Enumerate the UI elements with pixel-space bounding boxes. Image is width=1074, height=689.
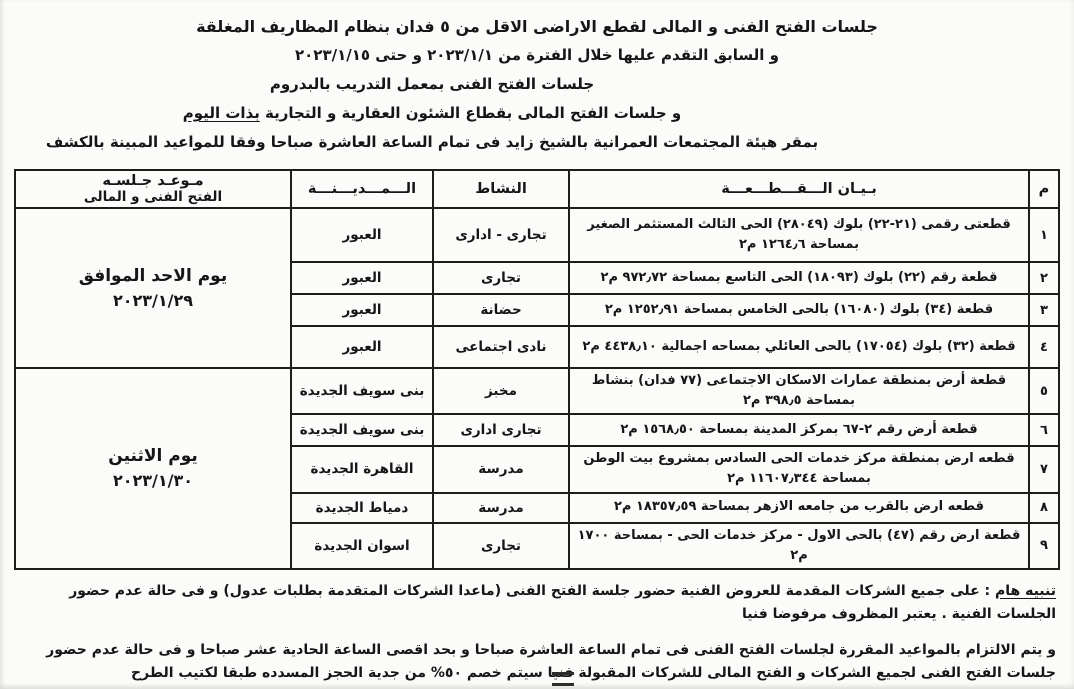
cell-city: بنى سويف الجديدة xyxy=(291,414,433,446)
cell-activity: تجارى ادارى xyxy=(433,414,569,446)
cell-activity: نادى اجتماعى xyxy=(433,326,569,368)
cell-activity: تجارى - ادارى xyxy=(433,208,569,262)
header-line-3: جلسات الفتح الفنى بمعمل التدريب بالبدروم xyxy=(269,75,595,93)
table-row xyxy=(15,208,1059,262)
session-date-group-sunday xyxy=(15,208,291,368)
cell-num: ٨ xyxy=(1029,493,1059,523)
col-header-num: م xyxy=(1029,170,1059,208)
header-line-5: بمقر هيئة المجتمعات العمرانية بالشيخ زايد فى تمام الساعة العاشرة صباحا وفقا للمواعيد المبينة بالكشف xyxy=(45,133,819,151)
commitment-note: و يتم الالتزام بالمواعيد المقررة لجلسات الفتح الفنى فى تمام الساعة العاشرة صباحا و بحد اقصى الساعة الحادية عشر صباحا و فى حالة عدم حضور جلسات الفتح الفنى لجميع الشركات و الفتح المالى للشركات المقبولة فنيا سيتم خصم ٥٠% من جدية الحجز المسدده طبقا لكتيب الطرح xyxy=(46,641,1056,681)
cell-plot: قطعة أرض بمنطقة عمارات الاسكان الاجتماعى (٧٧ فدان) بنشاط بمساحة ٣٩٨٫٥ م٢ xyxy=(569,368,1029,414)
cell-plot: قطعة رقم (٢٢) بلوك (١٨٠٩٣) الحى التاسع بمساحة ٩٧٢٫٧٢ م٢ xyxy=(569,262,1029,294)
cell-plot: قطعتى رقمى (٢١-٢٢) بلوك (٢٨٠٤٩) الحى الثالث المستثمر الصغير بمساحة ١٢٦٤٫٦ م٢ xyxy=(569,208,1029,262)
table-row xyxy=(15,368,1059,414)
col-header-session-date-line2: الفتح الفنى و المالى xyxy=(83,189,223,205)
session-date-group-monday xyxy=(15,368,291,569)
cell-plot: قطعة أرض رقم ٢-٦٧ بمركز المدينة بمساحة ١٥٦٨٫٥٠ م٢ xyxy=(569,414,1029,446)
header-line-4-text: و جلسات الفتح المالى بقطاع الشئون العقارية و التجارية xyxy=(259,104,682,122)
cell-num: ٤ xyxy=(1029,326,1059,368)
cell-num: ٣ xyxy=(1029,294,1059,326)
cell-plot: قطعة ارض رقم (٤٧) بالحى الاول - مركز خدمات الحى - بمساحة ١٧٠٠ م٢ xyxy=(569,523,1029,569)
important-note-label: تنبيه هام xyxy=(995,582,1056,599)
header-line-4 xyxy=(0,99,969,128)
cell-num: ٩ xyxy=(1029,523,1059,569)
col-header-session-date xyxy=(15,170,291,208)
col-header-city: الـــمـــديـــنـــة xyxy=(291,170,433,208)
sessions-table xyxy=(14,169,1060,570)
cell-num: ٦ xyxy=(1029,414,1059,446)
cell-city: العبور xyxy=(291,294,433,326)
cell-activity: مدرسة xyxy=(433,493,569,523)
cell-city: العبور xyxy=(291,262,433,294)
important-note xyxy=(18,580,1056,626)
cell-num: ٧ xyxy=(1029,446,1059,492)
cell-city: اسوان الجديدة xyxy=(291,523,433,569)
col-header-session-date-line1: مـوعـد جـلسـه xyxy=(102,173,204,189)
cell-city: العبور xyxy=(291,208,433,262)
cell-activity: تجارى xyxy=(433,523,569,569)
document-footer xyxy=(0,570,1074,685)
scan-artifact xyxy=(552,672,574,686)
cell-activity: حضانة xyxy=(433,294,569,326)
cell-plot: قطعه ارض بالقرب من جامعه الازهر بمساحة ١٨٣٥٧٫٥٩ م٢ xyxy=(569,493,1029,523)
session-date-day: يوم الاحد الموافق xyxy=(78,266,228,286)
important-note-text: : على جميع الشركات المقدمة للعروض الفنية حضور جلسة الفتح الفنى (ماعدا الشركات المتقدمة بطلبات عدول) و فى حالة عدم حضور الجلسات الفنية . يعتبر المظروف مرفوضا فنيا xyxy=(69,582,1056,622)
session-date-value: ٢٠٢٣/١/٢٩ xyxy=(112,291,194,310)
session-date-day: يوم الاثنين xyxy=(108,446,198,467)
header-subblock xyxy=(0,70,969,157)
document-header xyxy=(0,0,1074,157)
cell-activity: مخبز xyxy=(433,368,569,414)
cell-city: العبور xyxy=(291,326,433,368)
col-header-plot: بـيـان الـــقـــطـــعـــة xyxy=(569,170,1029,208)
header-line-1: جلسات الفتح الفنى و المالى لقطع الاراضى الاقل من ٥ فدان بنظام المظاريف المغلقة xyxy=(196,17,878,36)
header-line-4-underlined: بذات اليوم xyxy=(182,104,260,122)
cell-plot: قطعة (٣٢) بلوك (١٧٠٥٤) بالحى العائلي بمساحه اجمالية ٤٤٣٨٫١٠ م٢ xyxy=(569,326,1029,368)
cell-city: بنى سويف الجديدة xyxy=(291,368,433,414)
cell-num: ٥ xyxy=(1029,368,1059,414)
cell-plot: قطعة (٣٤) بلوك (١٦٠٨٠) بالحى الخامس بمساحة ١٢٥٢٫٩١ م٢ xyxy=(569,294,1029,326)
table-header-row xyxy=(15,170,1059,208)
cell-num: ١ xyxy=(1029,208,1059,262)
col-header-activity: النشاط xyxy=(433,170,569,208)
cell-activity: مدرسة xyxy=(433,446,569,492)
session-date-value: ٢٠٢٣/١/٣٠ xyxy=(112,471,194,491)
cell-city: دمياط الجديدة xyxy=(291,493,433,523)
cell-activity: تجارى xyxy=(433,262,569,294)
cell-num: ٢ xyxy=(1029,262,1059,294)
cell-city: القاهرة الجديدة xyxy=(291,446,433,492)
cell-plot: قطعه ارض بمنطقة مركز خدمات الحى السادس بمشروع بيت الوطن بمساحة ١١٦٠٧٫٣٤٤ م٢ xyxy=(569,446,1029,492)
header-line-2: و السابق التقدم عليها خلال الفترة من ٢٠٢٣/١/١ و حتى ٢٠٢٣/١/١٥ xyxy=(294,46,779,64)
